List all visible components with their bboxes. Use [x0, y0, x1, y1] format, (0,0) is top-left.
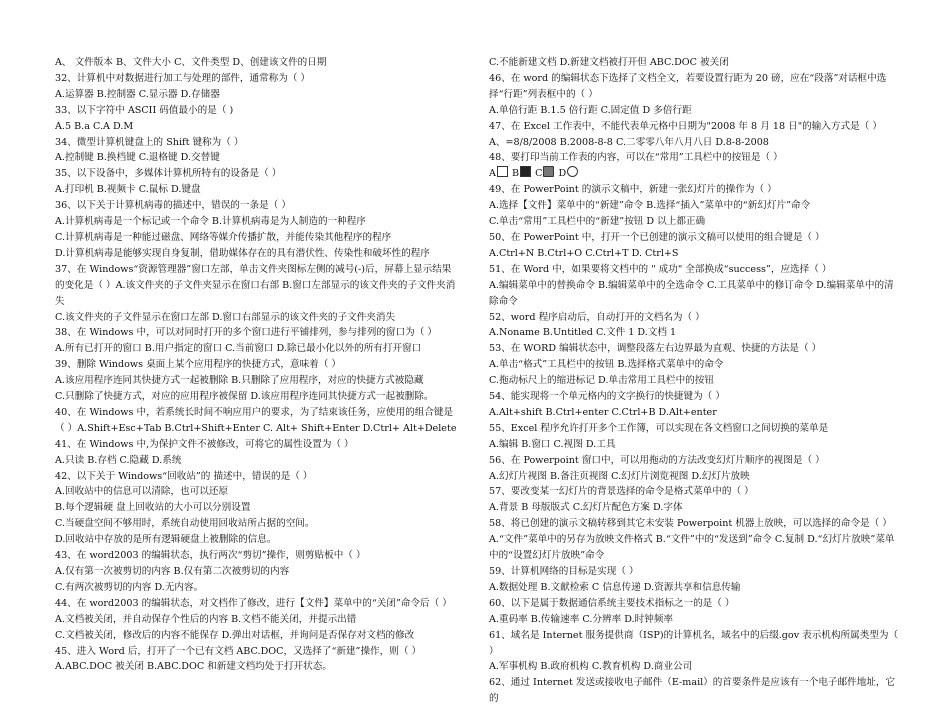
text-line: A.Ctrl+N B.Ctrl+O C.Ctrl+T D. Ctrl+S: [489, 247, 679, 259]
text-line: 53、在 WORD 编辑状态中，调整段落左右边界最为直观、快捷的方法是（ ）: [489, 343, 822, 355]
text-line: 59、计算机网络的目标是实现（ ）: [489, 566, 639, 577]
text-line: C.有两次被剪切的内容 D.无内容。: [55, 581, 204, 593]
option-c-label: C: [535, 168, 543, 180]
text-line: A.控制键 B.换档键 C.退格键 D.交替键: [55, 152, 220, 164]
text-line: 49、在 PowerPoint 的演示文稿中，新建一张幻灯片的操作为（ ）: [489, 184, 777, 196]
right-column: [489, 55, 899, 707]
text-line: 32、计算机中对数据进行加工与处理的部件，通常称为（ ）: [55, 72, 311, 84]
text-line: 46、在 word 的编辑状态下选择了文档全文，若要设置行距为 20 磅，应在“段落”对话框中选择“行距”列表框中的（ ）: [489, 72, 887, 100]
text-line: 41、在 Windows 中,为保护文件不被修改，可将它的属性设置为（ ）: [55, 438, 354, 450]
text-line: 54、能实现将一个单元格内的文字换行的快捷键为（ ）: [489, 391, 725, 403]
text-line: D.回收站中存放的是所有逻辑硬盘上被删除的信息。: [55, 534, 277, 546]
text-line: 38、在 Windows 中，可以对同时打开的多个窗口进行平铺排列，参与排列的窗口为（ ）: [55, 327, 437, 339]
text-line: 60、以下是属于数据通信系统主要技术指标之一的是（ ）: [489, 597, 735, 609]
text-line: A.数据处理 B.文献检索 C 信息传递 D.资源共享和信息传输: [489, 581, 741, 593]
text-line: D.计算机病毒是能够实现自身复制，借助媒体存在的具有潜伏性、传染性和破坏性的程序: [55, 247, 430, 259]
text-line: 56、在 Powerpoint 窗口中，可以用拖动的方法改变幻灯片顺序的视图是（ ）: [489, 454, 825, 466]
text-line: 37、在 Windows“资源管理器”窗口左部，单击文件夹图标左侧的减号(-)后，屏幕上显示结果的变化是（ ）A.该文件夹的子文件夹显示在窗口右部 B.窗口左部显示的该文件夹的子文件夹消失: [55, 263, 456, 307]
text-line: 47、在 Excel 工作表中，不能代表单元格中日期为"2008 年 8 月 18 日"的输入方式是（ ）: [489, 120, 882, 132]
text-line: C.计算机病毒是一种能过磁盘、网络等媒介传播扩散，并能传染其他程序的程序: [55, 231, 392, 243]
text-line: 43、在 word2003 的编辑状态，执行两次“剪切”操作，则剪贴板中（ ）: [55, 550, 366, 562]
text-line: 35、以下设备中，多媒体计算机所特有的设备是（ ）: [55, 168, 282, 180]
text-line: A.军事机构 B.政府机构 C.教育机构 D.商业公司: [489, 661, 693, 673]
option-b-label: B: [512, 168, 520, 180]
text-line: A.幻灯片视图 B.备注页视图 C.幻灯片浏览视图 D.幻灯片放映: [489, 470, 750, 482]
text-line: C.文档被关闭，修改后的内容不能保存 D.弹出对话框，并询问是否保存对文档的修改: [55, 629, 415, 641]
print-preview-icon: [567, 166, 578, 177]
text-line: A.编辑菜单中的替换命令 B.编辑菜单中的全选命令 C.工具菜单中的修订命令 D.编辑菜单中的清除命令: [489, 279, 894, 307]
text-line: C.只删除了快捷方式，对应的应用程序被保留 D.该应用程序连同其快捷方式一起被删除。: [55, 391, 434, 403]
text-line: 36、以下关于计算机病毒的描述中，错误的一条是（ ）: [55, 200, 291, 212]
text-line: 44、在 word2003 的编辑状态，对文档作了修改，进行【文件】菜单中的“关闭”命令后（ ）: [55, 597, 452, 609]
option-a-label: A: [489, 168, 496, 180]
text-line: 55、Excel 程序允许打开多个工作簿，可以实现在各文档窗口之间切换的菜单是: [489, 422, 829, 434]
text-line: 39、删除 Windows 桌面上某个应用程序的快捷方式，意味着（ ）: [55, 359, 342, 371]
text-line: C.该文件夹的子文件显示在窗口左部 D.窗口右部显示的该文件夹的子文件夹消失: [55, 311, 396, 323]
text-line: A.5 B.a C.A D.M: [55, 120, 134, 132]
text-line: 51、在 Word 中，如果要将文档中的 " 成功" 全部换成“success”，应选择（ ）: [489, 263, 832, 275]
text-line: A.Noname B.Untitled C.文件 1 D.文档 1: [489, 327, 677, 339]
text-line: 33、以下字符中 ASCII 码值最小的是（ ): [55, 104, 234, 116]
text-line: 48、要打印当前工作表的内容，可以在“常用”工具栏中的按钮是（ ）: [489, 152, 783, 164]
text-line: A.背景 B 母版版式 C.幻灯片配色方案 D.字体: [489, 502, 683, 514]
text-line: A、 文件版本 B、文件大小 C、文件类型 D、创建该文件的日期: [55, 57, 327, 68]
text-line: A.文档被关闭，并自动保存个性后的内容 B.文档不能关闭，并提示出错: [55, 613, 357, 625]
text-line: A.计算机病毒是一个标记或一个命令 B.计算机病毒是为人制造的一种程序: [55, 216, 366, 228]
save-icon: [520, 166, 531, 177]
text-line: A.回收站中的信息可以清除，也可以还原: [55, 486, 229, 498]
text-line: C.单击“常用”工具栏中的“新建”按钮 D 以上都正确: [489, 216, 706, 228]
text-line: A.只读 B.存档 C.隐藏 D.系统: [55, 454, 182, 466]
text-line: A.ABC.DOC 被关闭 B.ABC.DOC 和新建文档均处于打开状态。: [55, 661, 332, 673]
text-line: 45、进入 Word 后，打开了一个已有文档 ABC.DOC，又选择了“新建”操作，则（ ）: [55, 645, 422, 657]
text-line: 50、在 PowerPoint 中，打开一个已创建的演示文稿可以使用的组合键是（ ）: [489, 231, 825, 243]
text-line: 40、在 Windows 中，若系统长时间不响应用户的要求，为了结束该任务，应使用的组合键是（ ）A.Shift+Esc+Tab B.Ctrl+Shift+Enter C. Alt+ Shift+Enter D.Ctrl+ Alt+Delete: [55, 406, 457, 434]
text-line: 62、通过 Internet 发送或接收电子邮件（E-mail）的首要条件是应该有一个电子邮件地址，它的: [489, 677, 896, 705]
text-line: 61、域名是 Internet 服务提供商（ISP)的计算机名，域名中的后缀.gov 表示机构所属类型为（ ）: [489, 629, 899, 657]
text-line: 42、以下关于 Windows“回收站”的 描述中，错误的是（ ）: [55, 470, 313, 482]
text-line: 34、微型计算机键盘上的 Shift 键称为（ ）: [55, 136, 244, 148]
text-line: B.每个逻辑硬 盘上回收站的大小可以分别设置: [55, 502, 251, 514]
text-line: A.所有已打开的窗口 B.用户指定的窗口 C.当前窗口 D.除已最小化以外的所有打开窗口: [55, 343, 422, 355]
text-line: A.仅有第一次被剪切的内容 B.仅有第二次被剪切的内容: [55, 566, 290, 577]
left-column: [55, 55, 460, 675]
text-line: C.不能新建文档 D.新建文档被打开但 ABC.DOC 被关闭: [489, 57, 729, 68]
text-line: A.Alt+shift B.Ctrl+enter C.Ctrl+B D.Alt+enter: [489, 406, 717, 418]
text-line: A.该应用程序连同其快捷方式一起被删除 B.只删除了应用程序，对应的快捷方式被隐藏: [55, 375, 424, 387]
print-icon: [543, 166, 554, 177]
text-line: 58、将已创建的演示文稿转移到其它未安装 Powerpoint 机器上放映，可以选择的命令是（ ）: [489, 518, 892, 530]
text-line: A、=8/8/2008 B.2008-8-8 C.二零零八年八月八日 D.8-8-2008: [489, 136, 769, 148]
new-document-icon: [497, 166, 508, 177]
text-line: A.编辑 B.窗口 C.视图 D.工具: [489, 438, 616, 450]
text-line: A.单击“格式”工具栏中的按钮 B.选择格式菜单中的命令: [489, 359, 724, 371]
text-line: 52、word 程序启动后，自动打开的文档名为（ ）: [489, 311, 705, 323]
text-line: 57、要改变某一幻灯片的背景选择的命令是格式菜单中的（ ）: [489, 486, 754, 498]
text-line: A.运算器 B.控制器 C.显示器 D.存储器: [55, 88, 220, 100]
q48-options: [489, 166, 899, 182]
text-line: A.选择【文件】菜单中的“新建”命令 B.选择“插入”菜单中的“新幻灯片”命令: [489, 200, 811, 212]
text-line: C.拖动标尺上的缩进标记 D.单击常用工具栏中的按钮: [489, 375, 714, 387]
text-line: A.打印机 B.视频卡 C.鼠标 D.键盘: [55, 184, 201, 196]
text-line: C.当硬盘空间不够用时，系统自动使用回收站所占据的空间。: [55, 518, 315, 530]
option-d-label: D: [558, 168, 567, 180]
text-line: A.“文件”菜单中的另存为放映文件格式 B.“文件”中的“发送到”命令 C.复制 D.“幻灯片放映”菜单中的“设置幻灯片放映”命令: [489, 534, 895, 562]
text-line: A.重码率 B.传输速率 C.分辨率 D.时钟频率: [489, 613, 673, 625]
text-line: A.单倍行距 B.1.5 倍行距 C.固定值 D 多倍行距: [489, 104, 692, 116]
